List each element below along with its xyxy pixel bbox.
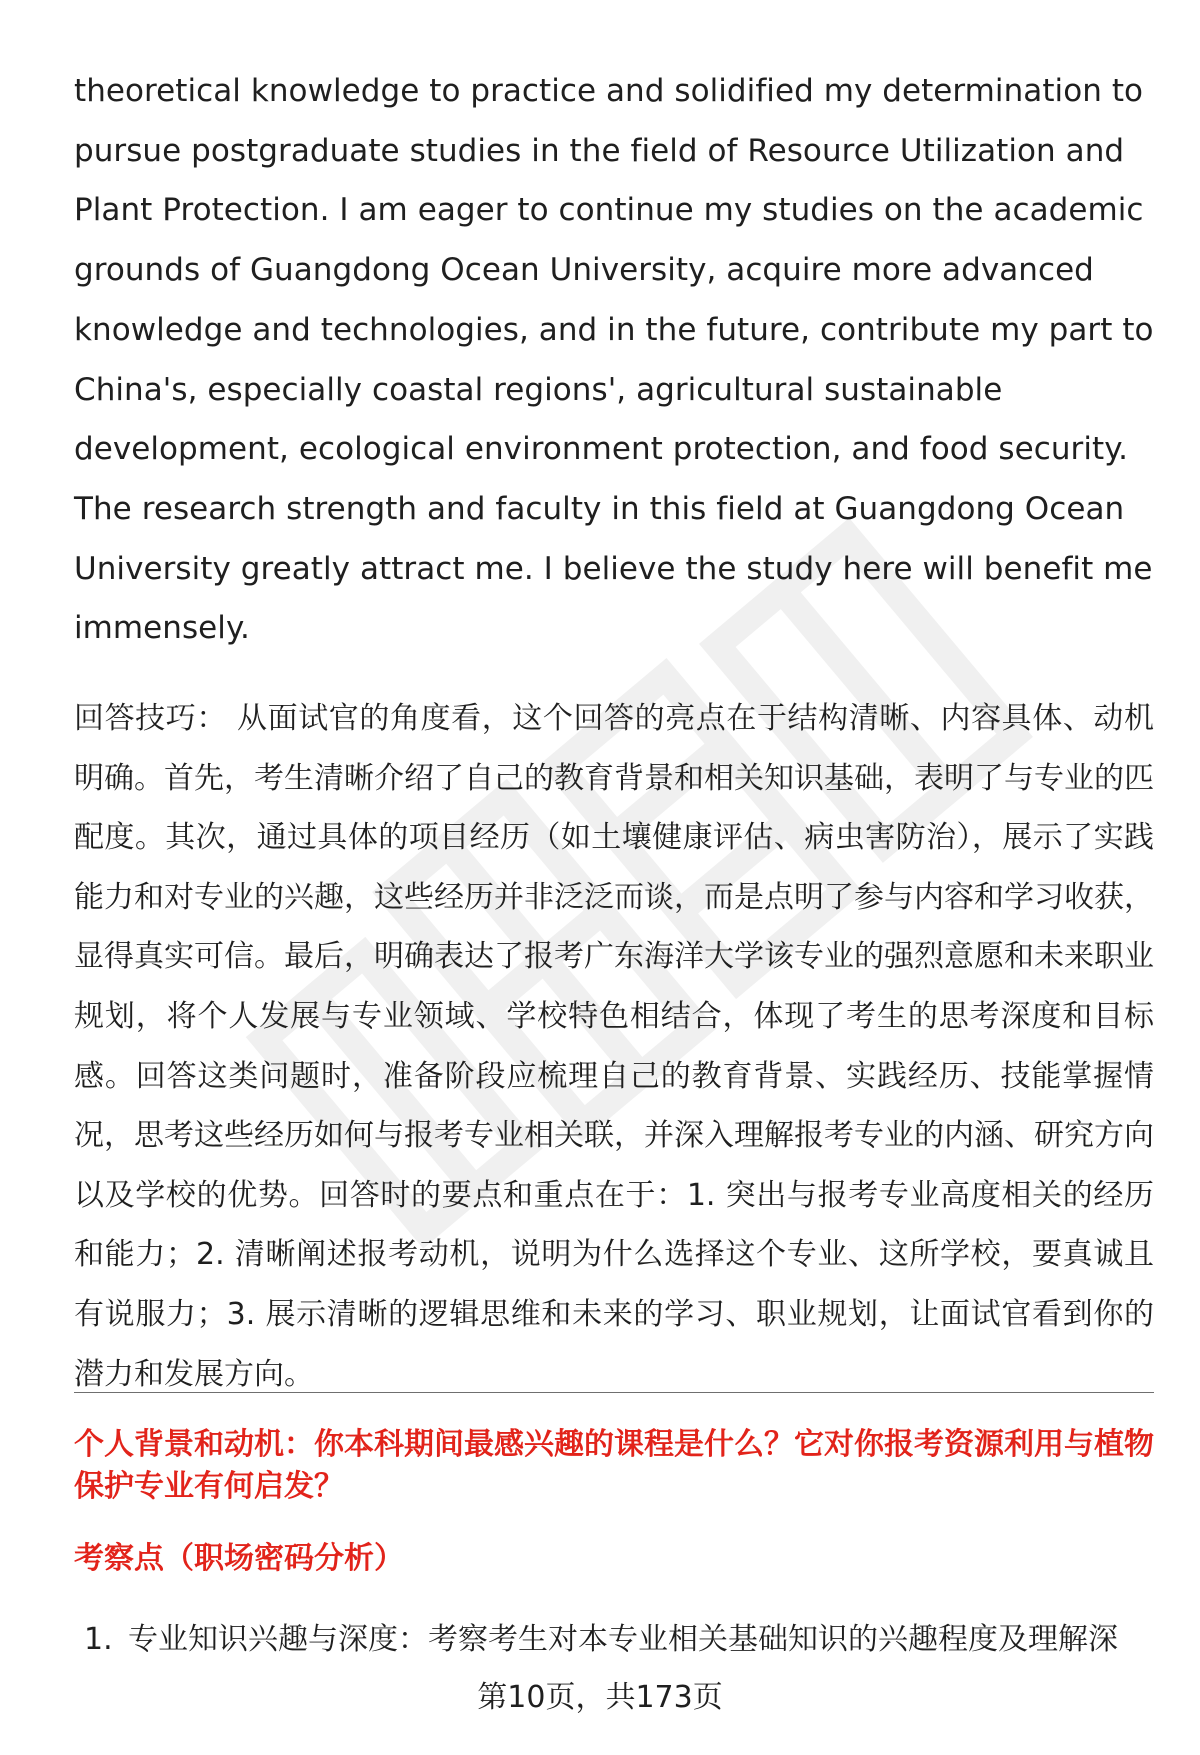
list-item xyxy=(84,1620,1154,1660)
page-content xyxy=(74,62,1154,1404)
tips-label: 回答技巧： xyxy=(74,701,227,737)
page-number-footer: 第10页，共173页 xyxy=(477,1680,723,1715)
tips-text: 从面试官的角度看，这个回答的亮点在于结构清晰、内容具体、动机明确。首先，考生清晰介绍了自己的教育背景和相关知识基础，表明了与专业的匹配度。其次，通过具体的项目经历（如土壤健康评估、病虫害防治），展示了实践能力和对专业的兴趣，这些经历并非泛泛而谈，而是点明了参与内容和学习收获，显得真实可信。最后，明确表达了报考广东海洋大学该专业的强烈意愿和未来职业规划，将个人发展与专业领域、学校特色相结合，体现了考生的思考深度和目标感。回答这类问题时，准备阶段应梳理自己的教育背景、实践经历、技能掌握情况，思考这些经历如何与报考专业相关联，并深入理解报考专业的内涵、研究方向以及学校的优势。回答时的要点和重点在于：1. 突出与报考专业高度相关的经历和能力；2. 清晰阐述报考动机，说明为什么选择这个专业、这所学校，要真诚且有说服力；3. 展示清晰的逻辑思维和未来的学习、职业规划，让面试官看到你的潜力和发展方向。 xyxy=(74,701,1154,1392)
list-item-number: 1. xyxy=(84,1622,113,1657)
section-divider xyxy=(74,1392,1154,1393)
assessment-points-heading: 考察点（职场密码分析） xyxy=(74,1541,404,1576)
list-item-text: 专业知识兴趣与深度：考察考生对本专业相关基础知识的兴趣程度及理解深 xyxy=(128,1622,1118,1657)
question-heading: 个人背景和动机：你本科期间最感兴趣的课程是什么？它对你报考资源利用与植物保护专业有何启发？ xyxy=(74,1427,1154,1504)
answer-tips-paragraph xyxy=(74,689,1154,1404)
sample-answer-paragraph: theoretical knowledge to practice and solidified my determination to pursue postgraduate studies in the field of Resource Utilization and Plant Protection. I am eager to continue my studies on the academic grounds of Guangdong Ocean University, acquire more advanced knowledge and technologies, and in the future, contribute my part to China's, especially coastal regions', agricultural sustainable development, ecological environment protection, and food security. The research strength and faculty in this field at Guangdong Ocean University greatly attract me. I believe the study here will benefit me immensely. xyxy=(74,73,1154,647)
